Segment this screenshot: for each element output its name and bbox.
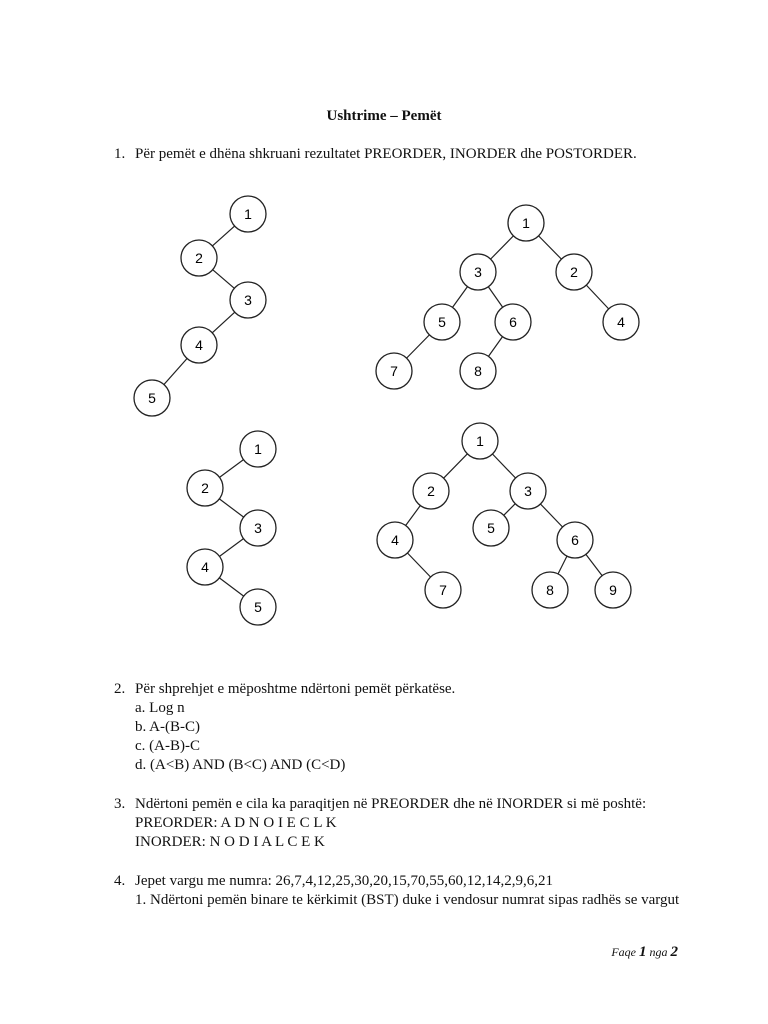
tree-edge bbox=[586, 285, 608, 309]
tree-node-label: 4 bbox=[617, 314, 625, 330]
tree-node-label: 5 bbox=[254, 599, 262, 615]
tree-node-label: 7 bbox=[390, 363, 398, 379]
tree-node-label: 3 bbox=[254, 520, 262, 536]
footer-separator: nga bbox=[649, 945, 668, 959]
expression-item: b. A-(B-C) bbox=[135, 719, 200, 735]
tree-edge bbox=[539, 236, 562, 259]
tree-node-label: 5 bbox=[487, 520, 495, 536]
tree-2 bbox=[376, 205, 639, 389]
tree-edge bbox=[212, 312, 234, 333]
question-3 bbox=[114, 795, 646, 852]
tree-node-label: 7 bbox=[439, 582, 447, 598]
tree-edge bbox=[491, 236, 514, 259]
tree-node-label: 1 bbox=[522, 215, 530, 231]
tree-node-label: 2 bbox=[570, 264, 578, 280]
tree-node-label: 9 bbox=[609, 582, 617, 598]
tree-node-label: 5 bbox=[148, 390, 156, 406]
question-number: 4. bbox=[114, 873, 126, 889]
tree-edge bbox=[219, 460, 243, 478]
question-4 bbox=[114, 872, 679, 910]
tree-node-label: 6 bbox=[571, 532, 579, 548]
tree-edge bbox=[586, 554, 602, 575]
tree-edge bbox=[219, 499, 243, 517]
tree-edge bbox=[407, 335, 430, 358]
tree-node-label: 8 bbox=[474, 363, 482, 379]
tree-edge bbox=[488, 287, 502, 308]
expression-item: a. Log n bbox=[135, 700, 185, 716]
expression-item: d. (A<B) AND (B<C) AND (C<D) bbox=[135, 757, 346, 773]
tree-node-label: 2 bbox=[201, 480, 209, 496]
tree-node-label: 3 bbox=[244, 292, 252, 308]
tree-edge bbox=[219, 578, 243, 596]
tree-edge bbox=[558, 556, 567, 574]
tree-edge bbox=[540, 504, 562, 527]
preorder-sequence: PREORDER: A D N O I E C L K bbox=[135, 815, 337, 831]
footer-page-number: 1 bbox=[639, 944, 647, 960]
tree-node-label: 3 bbox=[524, 483, 532, 499]
page-footer bbox=[611, 944, 678, 961]
page-title: Ushtrime – Pemët bbox=[326, 108, 442, 124]
question-text: Për shprehjet e mëposhtme ndërtoni pemët përkatëse. bbox=[135, 681, 456, 697]
tree-node-label: 4 bbox=[195, 337, 203, 353]
question-number: 1. bbox=[114, 146, 126, 162]
tree-node-label: 4 bbox=[391, 532, 399, 548]
tree-edge bbox=[407, 553, 430, 577]
tree-3 bbox=[187, 431, 276, 625]
tree-edge bbox=[453, 287, 468, 308]
tree-edge bbox=[444, 454, 468, 478]
tree-node-label: 6 bbox=[509, 314, 517, 330]
tree-node-label: 2 bbox=[427, 483, 435, 499]
tree-node-label: 8 bbox=[546, 582, 554, 598]
subquestion-text: 1. Ndërtoni pemën binare te kërkimit (BST) duke i vendosur numrat sipas radhës se vargut bbox=[135, 892, 680, 908]
tree-node-label: 1 bbox=[254, 441, 262, 457]
tree-edge bbox=[492, 454, 515, 478]
question-number: 3. bbox=[114, 796, 126, 812]
expression-item: c. (A-B)-C bbox=[135, 738, 200, 754]
tree-node-label: 2 bbox=[195, 250, 203, 266]
footer-prefix: Faqe bbox=[611, 945, 636, 959]
tree-1 bbox=[134, 196, 266, 416]
inorder-sequence: INORDER: N O D I A L C E K bbox=[135, 834, 325, 850]
tree-node-label: 3 bbox=[474, 264, 482, 280]
tree-edge bbox=[212, 226, 234, 246]
question-text: Jepet vargu me numra: 26,7,4,12,25,30,20,15,70,55,60,12,14,2,9,6,21 bbox=[135, 873, 554, 889]
tree-edge bbox=[213, 270, 235, 289]
question-number: 2. bbox=[114, 681, 126, 697]
question-2 bbox=[114, 680, 455, 775]
tree-node-label: 1 bbox=[476, 433, 484, 449]
tree-edge bbox=[488, 337, 502, 357]
tree-edge bbox=[406, 506, 421, 526]
tree-node-label: 1 bbox=[244, 206, 252, 222]
question-text: Ndërtoni pemën e cila ka paraqitjen në PREORDER dhe në INORDER si më poshtë: bbox=[135, 796, 647, 812]
tree-4 bbox=[377, 423, 631, 608]
tree-node-label: 4 bbox=[201, 559, 209, 575]
tree-edge bbox=[164, 358, 187, 384]
tree-edge bbox=[219, 539, 243, 557]
footer-page-total: 2 bbox=[670, 944, 678, 960]
tree-edge bbox=[504, 504, 516, 516]
question-text: Për pemët e dhëna shkruani rezultatet PREORDER, INORDER dhe POSTORDER. bbox=[135, 146, 637, 162]
tree-node-label: 5 bbox=[438, 314, 446, 330]
